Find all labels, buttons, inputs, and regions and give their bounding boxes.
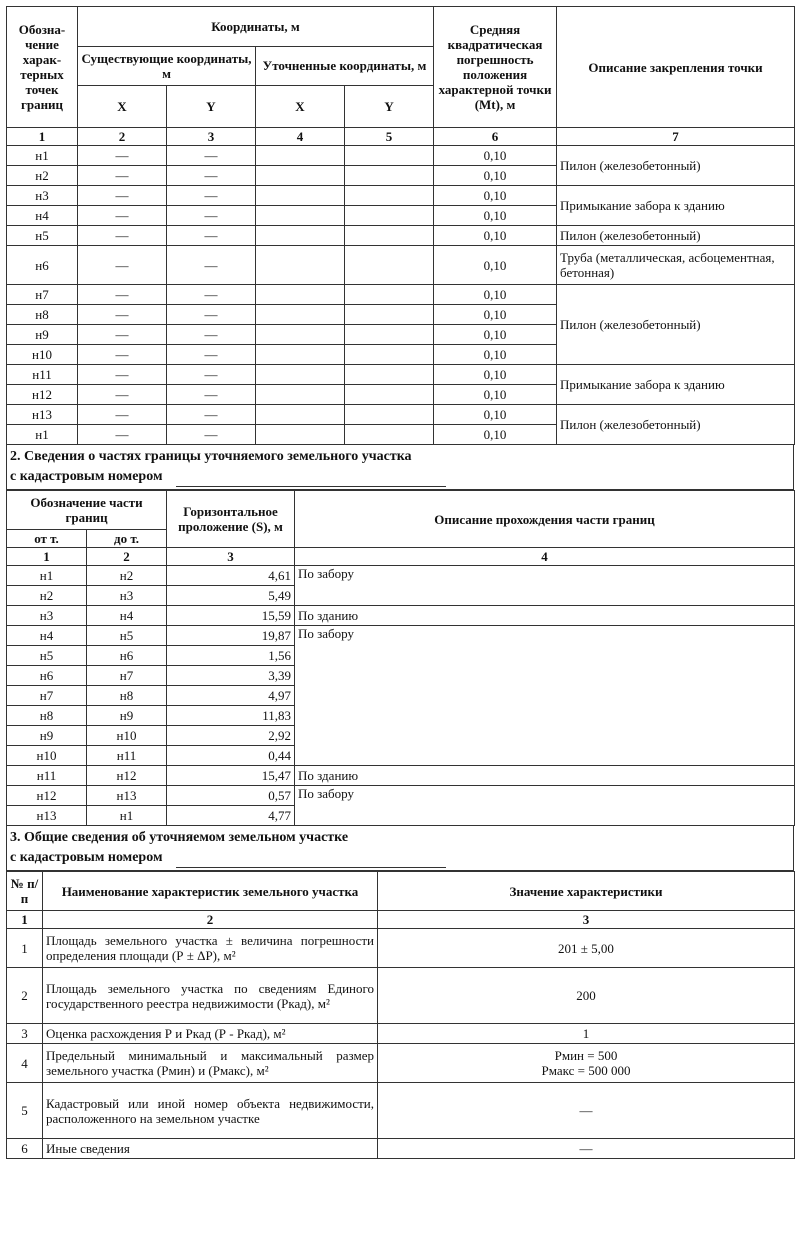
point-mt: 0,10 bbox=[434, 345, 557, 365]
part-to: н12 bbox=[87, 766, 167, 786]
point-name: н7 bbox=[7, 285, 78, 305]
head-desc: Описание закрепления точки bbox=[557, 7, 795, 128]
refined-x bbox=[256, 305, 345, 325]
refined-y bbox=[345, 246, 434, 285]
point-mt: 0,10 bbox=[434, 285, 557, 305]
refined-x bbox=[256, 146, 345, 166]
refined-x bbox=[256, 246, 345, 285]
head-y: Y bbox=[345, 86, 434, 128]
col-num: 2 bbox=[87, 548, 167, 566]
head-num: № п/п bbox=[7, 872, 43, 911]
point-y: — bbox=[167, 325, 256, 345]
col-num: 4 bbox=[295, 548, 795, 566]
part-to: н13 bbox=[87, 786, 167, 806]
info-name: Оценка расхождения Р и Ркад (Р - Ркад), м² bbox=[43, 1024, 378, 1044]
col-num: 3 bbox=[167, 128, 256, 146]
info-name: Иные сведения bbox=[43, 1139, 378, 1159]
refined-y bbox=[345, 226, 434, 246]
part-to: н8 bbox=[87, 686, 167, 706]
point-name: н3 bbox=[7, 186, 78, 206]
table-row bbox=[7, 929, 795, 968]
refined-x bbox=[256, 425, 345, 445]
info-name: Площадь земельного участка по сведениям Единого государственного реестра недвижимости (Ркад), м² bbox=[43, 968, 378, 1024]
point-name: н6 bbox=[7, 246, 78, 285]
refined-y bbox=[345, 186, 434, 206]
part-s: 3,39 bbox=[167, 666, 295, 686]
point-desc: Пилон (железобетонный) bbox=[557, 285, 795, 365]
info-value: 200 bbox=[378, 968, 795, 1024]
point-x: — bbox=[78, 146, 167, 166]
part-desc: По зданию bbox=[295, 766, 795, 786]
point-mt: 0,10 bbox=[434, 405, 557, 425]
part-to: н4 bbox=[87, 606, 167, 626]
part-s: 15,47 bbox=[167, 766, 295, 786]
head-y: Y bbox=[167, 86, 256, 128]
refined-x bbox=[256, 226, 345, 246]
section3-header bbox=[6, 826, 794, 871]
part-from: н6 bbox=[7, 666, 87, 686]
point-y: — bbox=[167, 405, 256, 425]
part-desc: По зданию bbox=[295, 606, 795, 626]
part-desc: По забору bbox=[295, 566, 795, 606]
point-x: — bbox=[78, 246, 167, 285]
point-y: — bbox=[167, 166, 256, 186]
info-num: 3 bbox=[7, 1024, 43, 1044]
refined-x bbox=[256, 285, 345, 305]
head-x: X bbox=[78, 86, 167, 128]
part-from: н3 bbox=[7, 606, 87, 626]
col-num: 5 bbox=[345, 128, 434, 146]
table-row bbox=[7, 146, 795, 166]
head-to: до т. bbox=[87, 530, 167, 548]
col-num: 6 bbox=[434, 128, 557, 146]
info-num: 6 bbox=[7, 1139, 43, 1159]
info-num: 5 bbox=[7, 1083, 43, 1139]
point-x: — bbox=[78, 206, 167, 226]
part-s: 11,83 bbox=[167, 706, 295, 726]
table-row bbox=[7, 285, 795, 305]
table-row bbox=[7, 226, 795, 246]
info-num: 1 bbox=[7, 929, 43, 968]
part-s: 2,92 bbox=[167, 726, 295, 746]
refined-y bbox=[345, 345, 434, 365]
point-y: — bbox=[167, 186, 256, 206]
refined-y bbox=[345, 325, 434, 345]
table-row bbox=[7, 405, 795, 425]
section2-title: 2. Сведения о частях границы уточняемого земельного участка bbox=[10, 449, 412, 464]
info-name: Предельный минимальный и максимальный размер земельного участка (Рмин) и (Рмакс), м² bbox=[43, 1044, 378, 1083]
head-coords: Координаты, м bbox=[78, 7, 434, 47]
col-num: 2 bbox=[78, 128, 167, 146]
point-desc: Примыкание забора к зданию bbox=[557, 186, 795, 226]
refined-x bbox=[256, 365, 345, 385]
part-from: н1 bbox=[7, 566, 87, 586]
part-to: н10 bbox=[87, 726, 167, 746]
head-refined: Уточненные координаты, м bbox=[256, 46, 434, 86]
point-x: — bbox=[78, 226, 167, 246]
info-value: — bbox=[378, 1083, 795, 1139]
point-name: н2 bbox=[7, 166, 78, 186]
point-name: н1 bbox=[7, 146, 78, 166]
head-value: Значение характеристики bbox=[378, 872, 795, 911]
refined-y bbox=[345, 285, 434, 305]
part-s: 19,87 bbox=[167, 626, 295, 646]
info-value: 1 bbox=[378, 1024, 795, 1044]
refined-y bbox=[345, 146, 434, 166]
col-num: 7 bbox=[557, 128, 795, 146]
point-x: — bbox=[78, 186, 167, 206]
refined-y bbox=[345, 206, 434, 226]
refined-x bbox=[256, 385, 345, 405]
part-from: н13 bbox=[7, 806, 87, 826]
point-mt: 0,10 bbox=[434, 146, 557, 166]
point-x: — bbox=[78, 345, 167, 365]
point-y: — bbox=[167, 345, 256, 365]
part-to: н3 bbox=[87, 586, 167, 606]
refined-y bbox=[345, 425, 434, 445]
table-row bbox=[7, 1139, 795, 1159]
info-value: Рмакс = 500 000 bbox=[541, 1063, 631, 1078]
head-point: Обозна-чение харак-терных точек границ bbox=[7, 7, 78, 128]
refined-x bbox=[256, 325, 345, 345]
section3-title: 3. Общие сведения об уточняемом земельном участке bbox=[10, 830, 349, 845]
part-from: н9 bbox=[7, 726, 87, 746]
point-mt: 0,10 bbox=[434, 186, 557, 206]
point-mt: 0,10 bbox=[434, 385, 557, 405]
part-from: н5 bbox=[7, 646, 87, 666]
table-row bbox=[7, 766, 795, 786]
col-num: 3 bbox=[167, 548, 295, 566]
head-part: Обозначение части границ bbox=[7, 491, 167, 530]
point-x: — bbox=[78, 325, 167, 345]
point-name: н5 bbox=[7, 226, 78, 246]
point-x: — bbox=[78, 365, 167, 385]
point-mt: 0,10 bbox=[434, 305, 557, 325]
boundary-parts-table bbox=[6, 490, 795, 826]
section2-header bbox=[6, 445, 794, 490]
point-x: — bbox=[78, 385, 167, 405]
table-row bbox=[7, 186, 795, 206]
head-name: Наименование характеристик земельного участка bbox=[43, 872, 378, 911]
point-mt: 0,10 bbox=[434, 166, 557, 186]
refined-x bbox=[256, 186, 345, 206]
part-s: 0,57 bbox=[167, 786, 295, 806]
info-num: 2 bbox=[7, 968, 43, 1024]
part-from: н12 bbox=[7, 786, 87, 806]
part-to: н5 bbox=[87, 626, 167, 646]
point-y: — bbox=[167, 206, 256, 226]
point-name: н13 bbox=[7, 405, 78, 425]
table-row bbox=[7, 566, 795, 586]
point-mt: 0,10 bbox=[434, 425, 557, 445]
point-y: — bbox=[167, 305, 256, 325]
refined-x bbox=[256, 345, 345, 365]
point-desc: Пилон (железобетонный) bbox=[557, 405, 795, 445]
col-num: 1 bbox=[7, 128, 78, 146]
head-from: от т. bbox=[7, 530, 87, 548]
info-name: Площадь земельного участка ± величина погрешности определения площади (Р ± ΔР), м² bbox=[43, 929, 378, 968]
part-desc: По забору bbox=[295, 786, 795, 826]
part-to: н6 bbox=[87, 646, 167, 666]
table-row bbox=[7, 1044, 795, 1083]
general-info-table bbox=[6, 871, 795, 1159]
point-mt: 0,10 bbox=[434, 365, 557, 385]
info-num: 4 bbox=[7, 1044, 43, 1083]
table-row bbox=[7, 626, 795, 646]
points-table bbox=[6, 6, 795, 445]
section2-subtitle-line bbox=[10, 467, 790, 487]
col-num: 4 bbox=[256, 128, 345, 146]
info-value: — bbox=[378, 1139, 795, 1159]
point-desc: Примыкание забора к зданию bbox=[557, 365, 795, 405]
col-num: 1 bbox=[7, 911, 43, 929]
table-row bbox=[7, 1024, 795, 1044]
point-x: — bbox=[78, 305, 167, 325]
info-name: Кадастровый или иной номер объекта недвижимости, расположенного на земельном участке bbox=[43, 1083, 378, 1139]
table-row bbox=[7, 1083, 795, 1139]
point-desc: Пилон (железобетонный) bbox=[557, 226, 795, 246]
point-mt: 0,10 bbox=[434, 325, 557, 345]
head-x: X bbox=[256, 86, 345, 128]
point-y: — bbox=[167, 285, 256, 305]
table-row bbox=[7, 246, 795, 285]
part-from: н4 bbox=[7, 626, 87, 646]
point-x: — bbox=[78, 405, 167, 425]
point-y: — bbox=[167, 425, 256, 445]
part-to: н11 bbox=[87, 746, 167, 766]
refined-y bbox=[345, 305, 434, 325]
table-row bbox=[7, 606, 795, 626]
point-y: — bbox=[167, 385, 256, 405]
table-row bbox=[7, 365, 795, 385]
point-mt: 0,10 bbox=[434, 246, 557, 285]
point-y: — bbox=[167, 246, 256, 285]
info-value: 201 ± 5,00 bbox=[378, 929, 795, 968]
part-s: 15,59 bbox=[167, 606, 295, 626]
part-from: н11 bbox=[7, 766, 87, 786]
part-desc: По забору bbox=[295, 626, 795, 766]
refined-x bbox=[256, 405, 345, 425]
col-num: 2 bbox=[43, 911, 378, 929]
section2-subtitle: с кадастровым номером bbox=[10, 469, 163, 484]
head-s: Горизонтальное проложение (S), м bbox=[167, 491, 295, 548]
refined-y bbox=[345, 365, 434, 385]
part-from: н8 bbox=[7, 706, 87, 726]
point-name: н8 bbox=[7, 305, 78, 325]
part-s: 4,97 bbox=[167, 686, 295, 706]
section3-subtitle-line bbox=[10, 848, 790, 868]
page bbox=[6, 6, 794, 1159]
col-num: 3 bbox=[378, 911, 795, 929]
part-from: н2 bbox=[7, 586, 87, 606]
head-desc: Описание прохождения части границ bbox=[295, 491, 795, 548]
point-desc: Пилон (железобетонный) bbox=[557, 146, 795, 186]
refined-x bbox=[256, 206, 345, 226]
part-s: 4,61 bbox=[167, 566, 295, 586]
point-mt: 0,10 bbox=[434, 226, 557, 246]
part-s: 0,44 bbox=[167, 746, 295, 766]
point-name: н12 bbox=[7, 385, 78, 405]
part-from: н10 bbox=[7, 746, 87, 766]
point-name: н9 bbox=[7, 325, 78, 345]
part-to: н7 bbox=[87, 666, 167, 686]
point-y: — bbox=[167, 365, 256, 385]
point-x: — bbox=[78, 425, 167, 445]
part-to: н9 bbox=[87, 706, 167, 726]
point-name: н10 bbox=[7, 345, 78, 365]
point-name: н11 bbox=[7, 365, 78, 385]
refined-x bbox=[256, 166, 345, 186]
part-to: н2 bbox=[87, 566, 167, 586]
cadastral-number-blank bbox=[176, 853, 446, 868]
section3-subtitle: с кадастровым номером bbox=[10, 850, 163, 865]
table-row bbox=[7, 786, 795, 806]
head-rmse: Средняя квадратическая погрешность положения характерной точки (Mt), м bbox=[434, 7, 557, 128]
part-to: н1 bbox=[87, 806, 167, 826]
point-x: — bbox=[78, 285, 167, 305]
part-s: 4,77 bbox=[167, 806, 295, 826]
refined-y bbox=[345, 385, 434, 405]
info-value: Рмин = 500 bbox=[554, 1048, 618, 1063]
point-x: — bbox=[78, 166, 167, 186]
point-name: н4 bbox=[7, 206, 78, 226]
part-s: 5,49 bbox=[167, 586, 295, 606]
point-y: — bbox=[167, 226, 256, 246]
refined-y bbox=[345, 405, 434, 425]
part-s: 1,56 bbox=[167, 646, 295, 666]
point-name: н1 bbox=[7, 425, 78, 445]
head-existing: Существующие координаты, м bbox=[78, 46, 256, 86]
point-desc: Труба (металлическая, асбоцементная, бетонная) bbox=[557, 246, 795, 285]
refined-y bbox=[345, 166, 434, 186]
part-from: н7 bbox=[7, 686, 87, 706]
table-row bbox=[7, 968, 795, 1024]
point-mt: 0,10 bbox=[434, 206, 557, 226]
cadastral-number-blank bbox=[176, 472, 446, 487]
point-y: — bbox=[167, 146, 256, 166]
info-value-cell bbox=[378, 1044, 795, 1083]
col-num: 1 bbox=[7, 548, 87, 566]
